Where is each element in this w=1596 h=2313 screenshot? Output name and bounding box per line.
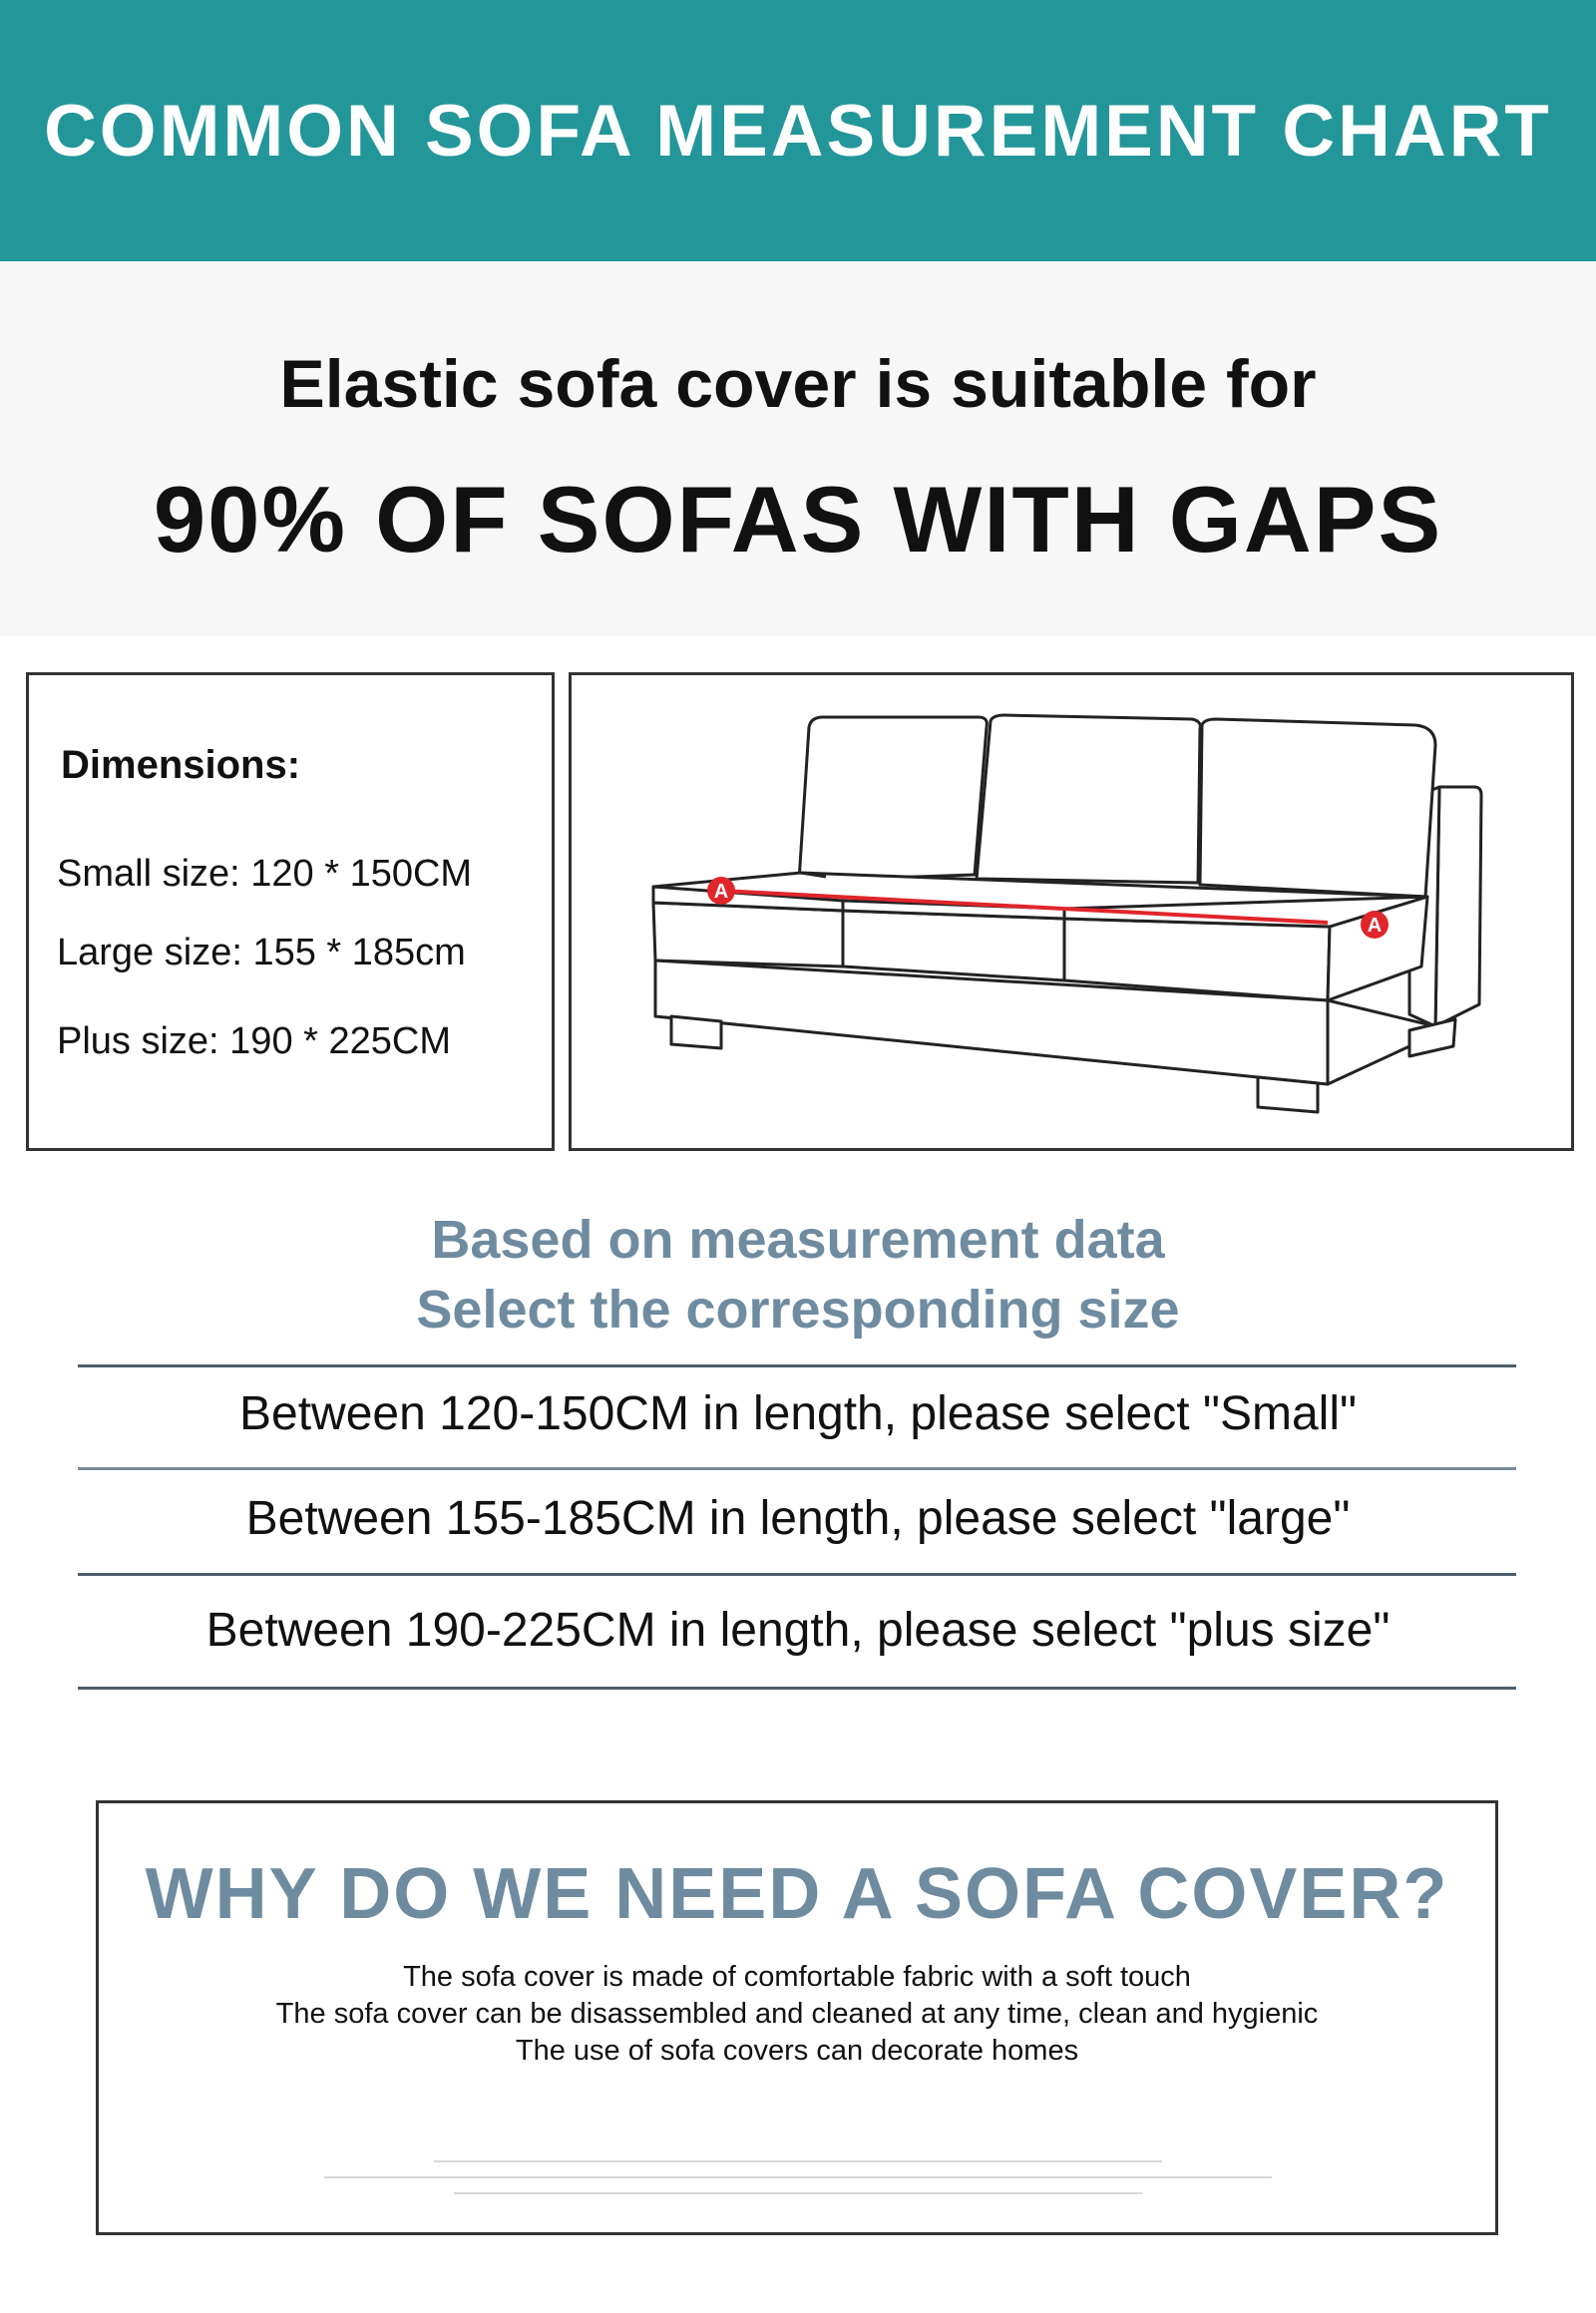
size-guide-row-large: Between 155-185CM in length, please select "large" [245, 1492, 1351, 1545]
intro-headline: 90% OF SOFAS WITH GAPS [153, 467, 1443, 572]
dimension-large: Large size: 155 * 185cm [57, 932, 466, 973]
why-title: WHY DO WE NEED A SOFA COVER? [145, 1854, 1449, 1934]
why-panel [96, 1800, 1498, 2235]
header-banner [0, 0, 1596, 261]
size-guide-row-plus: Between 190-225CM in length, please select "plus size" [205, 1604, 1391, 1657]
sofa-seat-cushion-middle [843, 911, 1064, 980]
divider [78, 1467, 1516, 1470]
faint-divider [434, 2160, 1162, 2162]
divider [78, 1573, 1516, 1576]
dimension-plus: Plus size: 190 * 225CM [57, 1020, 451, 1062]
sofa-back-cushion-middle [977, 715, 1200, 883]
intro-section [0, 261, 1596, 636]
dimensions-title: Dimensions: [61, 743, 301, 787]
sofa-leg [671, 1016, 721, 1048]
sofa-back-cushion-left [799, 717, 987, 881]
guide-heading-line2: Select the corresponding size [416, 1280, 1180, 1340]
dimensions-panel [26, 672, 555, 1151]
faint-divider [324, 2176, 1272, 2178]
guide-heading-line1: Based on measurement data [431, 1210, 1165, 1270]
why-line-1: The sofa cover is made of comfortable fabric with a soft touch [403, 1961, 1191, 1993]
page-title: COMMON SOFA MEASUREMENT CHART [44, 90, 1552, 172]
faint-divider [454, 2192, 1142, 2194]
marker-a-left-icon [707, 877, 735, 905]
why-line-3: The use of sofa covers can decorate homes [515, 2035, 1079, 2067]
marker-label: A [1367, 915, 1383, 937]
marker-a-right-icon [1361, 911, 1389, 939]
size-guide-row-small: Between 120-150CM in length, please select "Small" [238, 1387, 1358, 1440]
dimension-small: Small size: 120 * 150CM [57, 853, 473, 895]
sofa-leg [1258, 1077, 1318, 1112]
divider [78, 1687, 1516, 1690]
sofa-seat-cushion-left [653, 903, 843, 966]
marker-label: A [713, 881, 729, 903]
sofa-back-cushion-right [1200, 719, 1435, 897]
divider [78, 1364, 1516, 1367]
sofa-armrest [1435, 787, 1481, 1026]
intro-subtitle: Elastic sofa cover is suitable for [279, 346, 1317, 422]
why-line-2: The sofa cover can be disassembled and cleaned at any time, clean and hygienic [275, 1998, 1319, 2030]
sofa-illustration [572, 675, 1571, 1148]
sofa-diagram-panel [569, 672, 1574, 1151]
